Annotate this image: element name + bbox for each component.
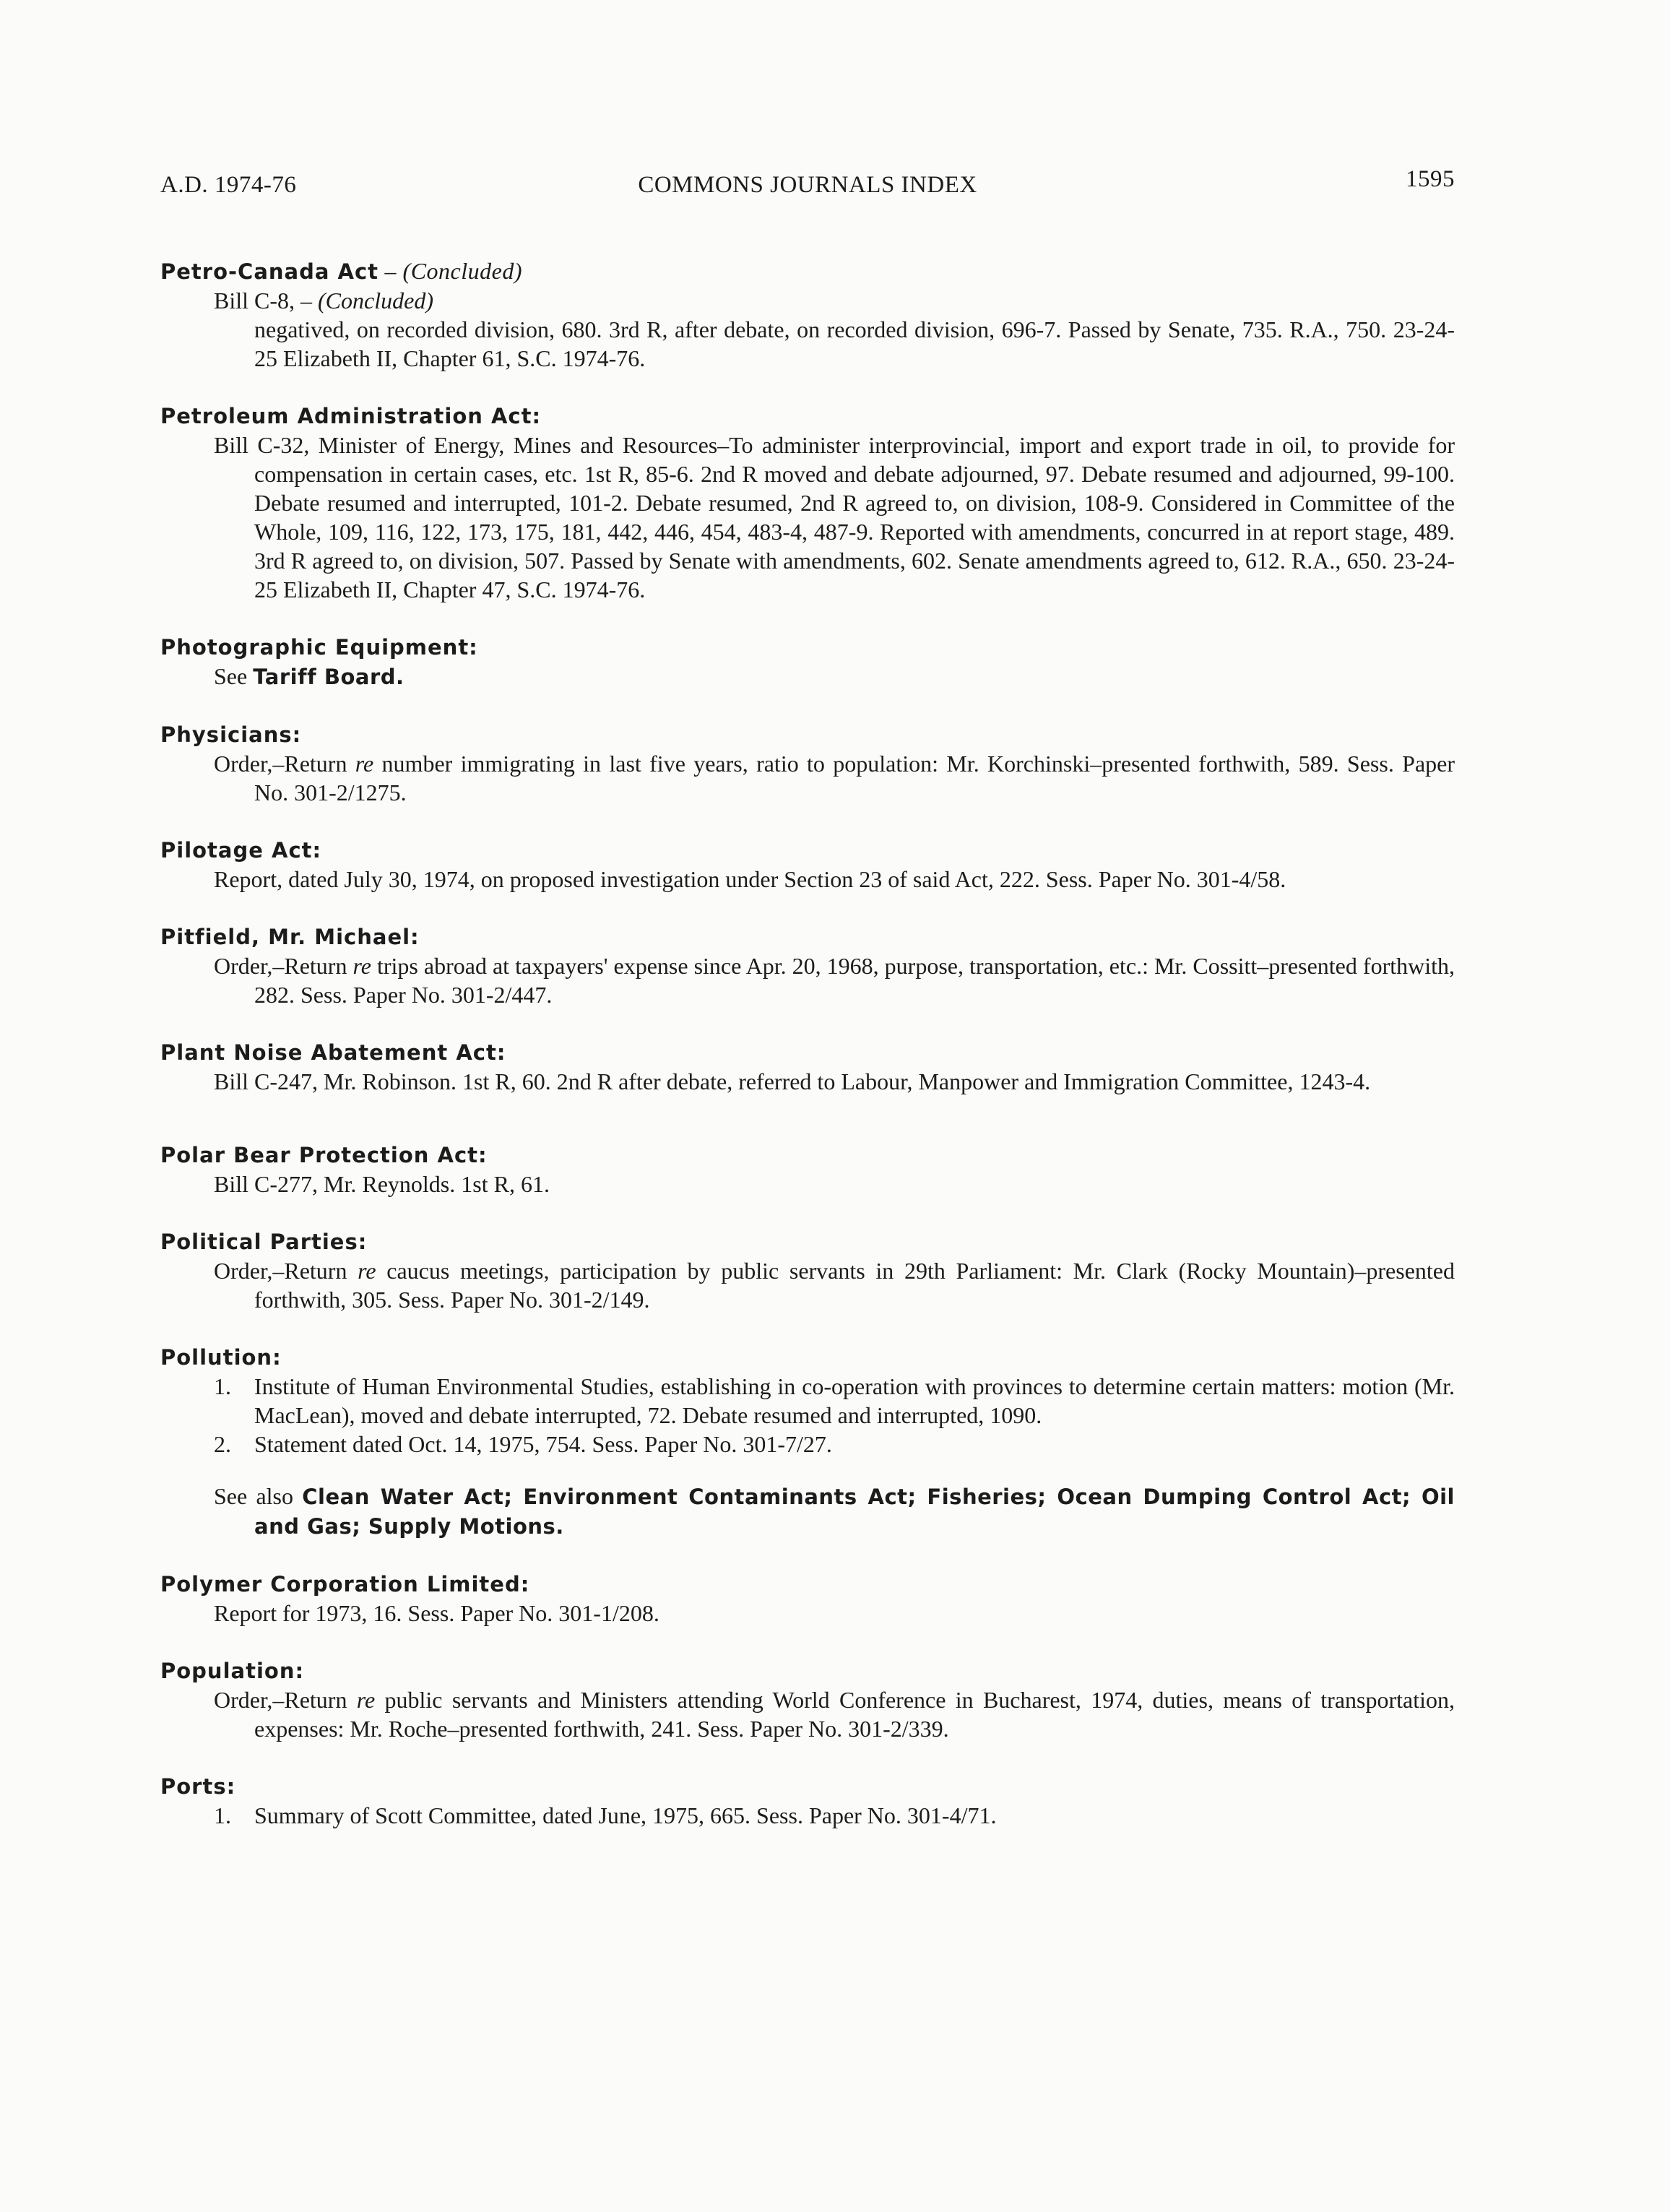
entry-heading: Petroleum Administration Act: (160, 404, 542, 428)
order-prefix: Order,–Return (214, 751, 355, 777)
entry-text: Bill C-277, Mr. Reynolds. 1st R, 61. (214, 1171, 550, 1197)
see-reference: Tariff Board. (253, 665, 404, 689)
entry-pilotage-act (160, 836, 1455, 894)
heading-continuation: – (Concluded) (378, 258, 522, 284)
entry-heading: Pilotage Act: (160, 838, 322, 863)
entry-polar-bear-protection-act (160, 1141, 1455, 1198)
entry-text: Bill C-247, Mr. Robinson. 1st R, 60. 2nd R after debate, referred to Labour, Manpower and Immigration Committee, 1243-4. (214, 1068, 1371, 1094)
see-also-references: Clean Water Act; Environment Contaminants Act; Fisheries; Ocean Dumping Control Act; Oil and Gas; Supply Motions. (254, 1485, 1455, 1539)
entry-petroleum-administration-act (160, 402, 1455, 604)
numbered-item (160, 1430, 1455, 1459)
entry-cross-reference (160, 662, 1455, 691)
entry-plant-noise-abatement-act (160, 1038, 1455, 1096)
entry-text: Bill C-32, Minister of Energy, Mines and Resources–To administer interprovincial, import and export trade in oil, to provide for compensation in certain cases, etc. 1st R, 85-6. 2nd R moved and debate adjourned, 97. Debate resumed and adjourned, 99-100. Debate resumed and interrupted, 101-2. Debate resumed, 2nd R agreed to, on division, 108-9. Considered in Committee of the Whole, 109, 116, 122, 173, 175, 181, 442, 446, 454, 483-4, 487-9. Reported with amendments, concurred in at report stage, 489. 3rd R agreed to, on division, 507. Passed by Senate with amendments, 602. Senate amendments agreed to, 612. R.A., 650. 23-24-25 Elizabeth II, Chapter 47, S.C. 1974-76. (214, 432, 1455, 602)
entry-photographic-equipment (160, 633, 1455, 691)
entry-heading: Polar Bear Protection Act: (160, 1143, 488, 1167)
order-text: trips abroad at taxpayers' expense since Apr. 20, 1968, purpose, transportation, etc.: Mr. Cossitt–presented forthwith, 282. Sess. Paper No. 301-2/447. (254, 953, 1455, 1008)
entry-physicians (160, 720, 1455, 807)
item-text: Statement dated Oct. 14, 1975, 754. Sess. Paper No. 301-7/27. (254, 1431, 832, 1457)
order-prefix: Order,–Return (214, 1258, 358, 1284)
entry-heading: Pitfield, Mr. Michael: (160, 925, 420, 949)
index-entries (160, 256, 1455, 1830)
index-page (160, 166, 1455, 1859)
entry-text (160, 951, 1455, 1009)
entry-heading: Polymer Corporation Limited: (160, 1572, 530, 1597)
order-text: caucus meetings, participation by public servants in 29th Parliament: Mr. Clark (Rocky Mountain)–presented forthwith, 305. Sess. Paper No. 301-2/149. (254, 1258, 1455, 1313)
entry-population (160, 1656, 1455, 1743)
re-word: re (355, 751, 374, 777)
entry-political-parties (160, 1227, 1455, 1314)
see-also (160, 1482, 1455, 1541)
item-number: 1. (214, 1373, 231, 1399)
item-text: Summary of Scott Committee, dated June, 1975, 665. Sess. Paper No. 301-4/71. (254, 1802, 997, 1828)
order-text: number immigrating in last five years, ratio to population: Mr. Korchinski–presented forthwith, 589. Sess. Paper No. 301-2/1275. (254, 751, 1455, 805)
order-prefix: Order,–Return (214, 953, 353, 979)
entry-text (160, 749, 1455, 807)
see-label: See (214, 663, 254, 689)
see-also-label: See also (214, 1483, 303, 1509)
order-prefix: Order,–Return (214, 1687, 357, 1713)
numbered-item (160, 1372, 1455, 1430)
entry-pitfield-michael (160, 923, 1455, 1009)
entry-petro-canada-act (160, 256, 1455, 373)
item-number: 1. (214, 1802, 231, 1828)
item-number: 2. (214, 1431, 231, 1457)
entry-heading: Plant Noise Abatement Act: (160, 1040, 506, 1065)
entry-heading: Pollution: (160, 1345, 282, 1370)
re-word: re (356, 1687, 376, 1713)
numbered-item (160, 1801, 1455, 1830)
entry-text (160, 1256, 1455, 1314)
sub-continuation: – (Concluded) (300, 288, 433, 314)
entry-text: Report, dated July 30, 1974, on proposed investigation under Section 23 of said Act, 222. Sess. Paper No. 301-4/58. (214, 866, 1286, 892)
entry-text (160, 1685, 1455, 1743)
header-title: COMMONS JOURNALS INDEX (638, 172, 977, 198)
entry-heading: Physicians: (160, 722, 302, 747)
order-text: public servants and Ministers attending World Conference in Bucharest, 1974, duties, means of transportation, expenses: Mr. Roche–presented forthwith, 241. Sess. Paper No. 301-2/339. (254, 1687, 1455, 1742)
sub-label: Bill C-8, (214, 288, 301, 314)
entry-text: negatived, on recorded division, 680. 3rd R, after debate, on recorded division, 696-7. Passed by Senate, 735. R.A., 750. 23-24-25 Elizabeth II, Chapter 61, S.C. 1974-76. (254, 316, 1455, 371)
entry-heading (160, 256, 1455, 286)
entry-pollution (160, 1343, 1455, 1541)
entry-heading: Political Parties: (160, 1230, 368, 1254)
entry-ports (160, 1772, 1455, 1830)
heading-text: Petro-Canada Act (160, 259, 379, 284)
item-text: Institute of Human Environmental Studies, establishing in co-operation with provinces to determine certain matters: motion (Mr. MacLean), moved and debate interrupted, 72. Debate resumed and interrupted, 1090. (254, 1373, 1455, 1428)
re-word: re (358, 1258, 376, 1284)
entry-heading: Population: (160, 1659, 305, 1683)
page-number: 1595 (1406, 166, 1455, 192)
page-header (160, 166, 1455, 209)
entry-subheading (160, 286, 1455, 315)
header-date-range: A.D. 1974-76 (160, 172, 297, 198)
entry-heading: Ports: (160, 1774, 236, 1799)
entry-polymer-corporation (160, 1570, 1455, 1628)
re-word: re (352, 953, 371, 979)
entry-text: Report for 1973, 16. Sess. Paper No. 301-1/208. (214, 1600, 659, 1626)
entry-heading: Photographic Equipment: (160, 635, 478, 660)
